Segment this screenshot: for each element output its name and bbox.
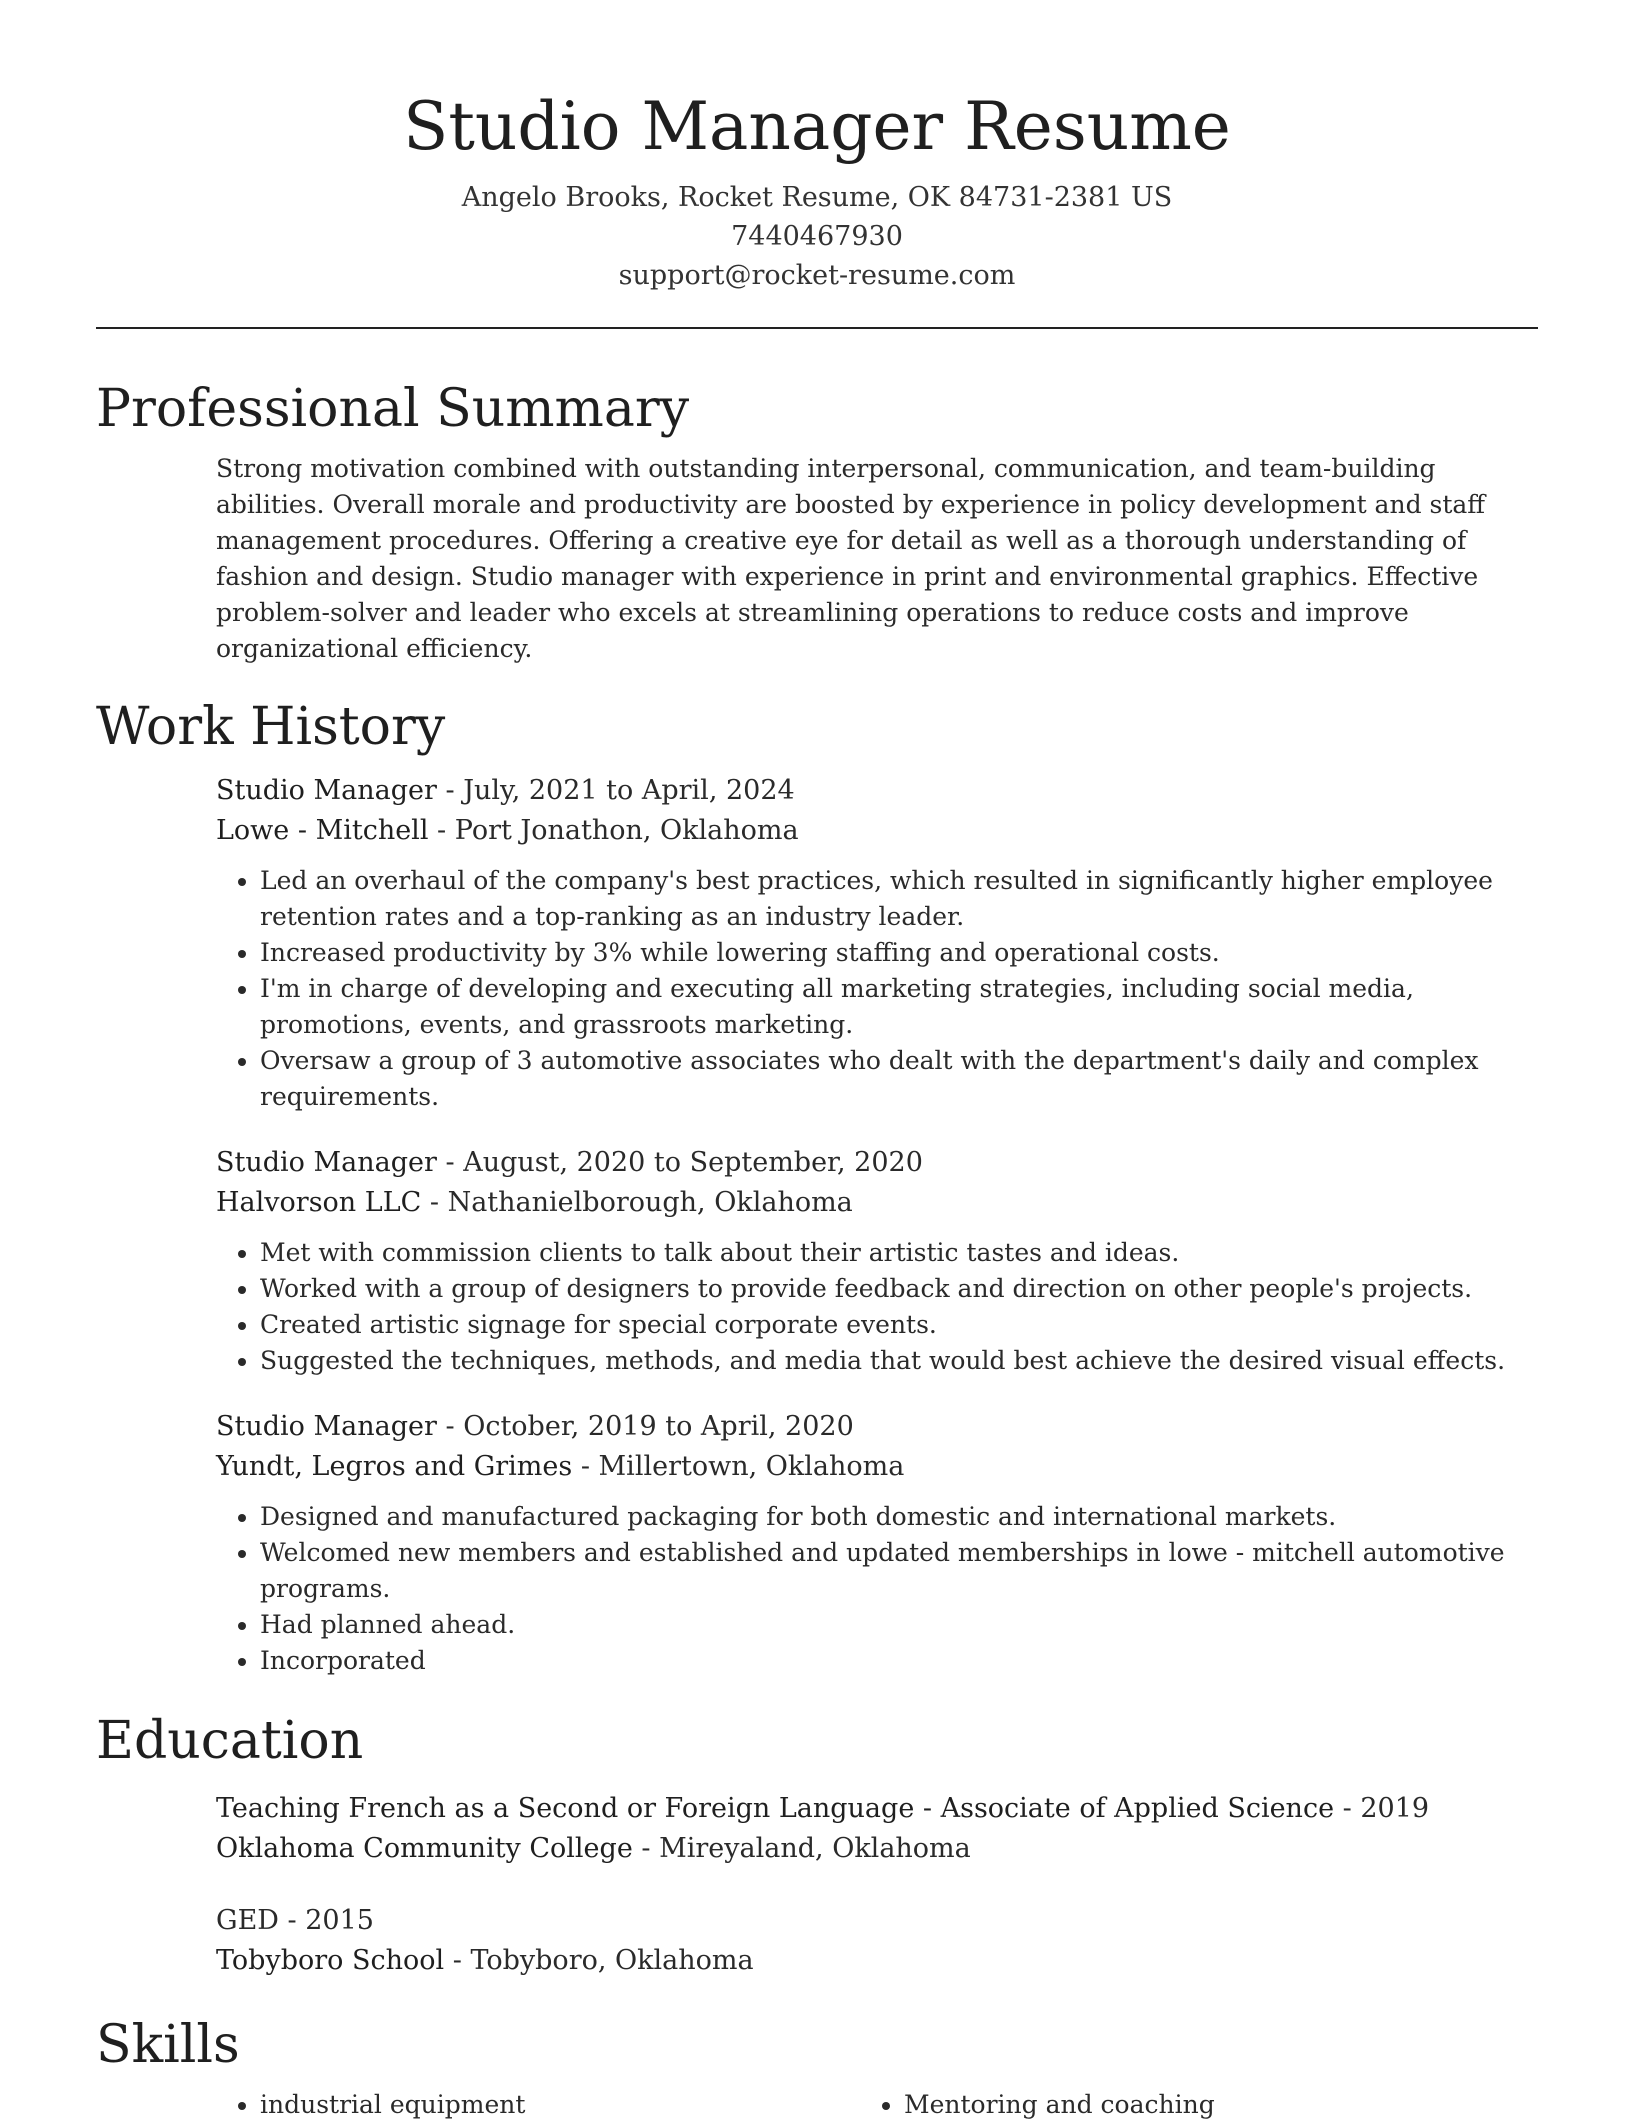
job-company-line [216,1447,1538,1487]
job-company: Lowe - Mitchell [216,815,429,846]
education-degree-line [216,1901,1538,1941]
job-bullets [216,1235,1538,1379]
skills-list [216,2087,1538,2123]
list-item: • Designed and manufactured packaging for both domestic and international markets. [260,1499,1538,1535]
education-location: - Tobyboro, Oklahoma [444,1945,754,1976]
contact-address: Angelo Brooks, Rocket Resume, OK 84731-2381 US [461,182,1173,213]
job-entry [216,1143,1538,1379]
education-list [216,1789,1538,1981]
education-school: Oklahoma Community College [216,1833,633,1864]
skills-column-left [216,2087,860,2123]
job-dates: - July, 2021 to April, 2024 [436,775,795,806]
education-location: - Mireyaland, Oklahoma [632,1833,971,1864]
resume-page [96,0,1538,2123]
job-entry [216,771,1538,1115]
list-item: • Had planned ahead. [260,1607,1538,1643]
header-divider [96,327,1538,329]
education-year: - 2019 [1334,1793,1430,1824]
education-heading: Education [96,1711,364,1771]
resume-header [96,0,1538,295]
work-history-heading: Work History [96,697,446,757]
list-item: • I'm in charge of developing and executing all marketing strategies, including social media, promotions, events, and grassroots marketing. [260,971,1538,1043]
list-item: • Welcomed new members and established and updated memberships in lowe - mitchell automotive programs. [260,1535,1538,1607]
job-entry [216,1407,1538,1679]
education-entry [216,1789,1538,1869]
skill-item: • Mentoring and coaching [904,2087,1504,2123]
job-title: Studio Manager [216,775,437,806]
job-company: Yundt, Legros and Grimes [216,1451,573,1482]
education-degree: Teaching French as a Second or Foreign Language - Associate of Applied Science [216,1793,1335,1824]
job-location: - Nathanielborough, Oklahoma [421,1187,853,1218]
job-title: Studio Manager [216,1147,437,1178]
skill-item: • industrial equipment [260,2087,860,2123]
education-school: Tobyboro School [216,1945,445,1976]
job-location: - Millertown, Oklahoma [572,1451,905,1482]
contact-email: support@rocket-resume.com [618,260,1016,291]
list-item: • Created artistic signage for special corporate events. [260,1307,1538,1343]
job-company-line [216,1183,1538,1223]
list-item: • Increased productivity by 3% while lowering staffing and operational costs. [260,935,1538,971]
job-dates: - August, 2020 to September, 2020 [436,1147,923,1178]
job-dates: - October, 2019 to April, 2020 [436,1411,854,1442]
list-item: • Met with commission clients to talk about their artistic tastes and ideas. [260,1235,1538,1271]
education-school-line [216,1941,1538,1981]
list-item: • Incorporated [260,1643,1538,1679]
summary-heading: Professional Summary [96,379,690,439]
education-degree: GED [216,1905,279,1936]
list-item: • Oversaw a group of 3 automotive associates who dealt with the department's daily and complex requirements. [260,1043,1538,1115]
job-title-line [216,1407,1538,1447]
job-company-line [216,811,1538,851]
job-location: - Port Jonathon, Oklahoma [428,815,799,846]
summary-text: Strong motivation combined with outstanding interpersonal, communication, and team-building abilities. Overall morale and productivity are boosted by experience in policy development and staff management procedures. Offering a creative eye for detail as well as a thorough understanding of fashion and design. Studio manager with experience in print and environmental graphics. Effective problem-solver and leader who excels at streamlining operations to reduce costs and improve organizational efficiency. [216,454,1486,663]
skills-heading: Skills [96,2015,240,2075]
list-item: • Worked with a group of designers to provide feedback and direction on other people's projects. [260,1271,1538,1307]
education-degree-line [216,1789,1538,1829]
job-title-line [216,1143,1538,1183]
job-title-line [216,771,1538,811]
job-company: Halvorson LLC [216,1187,422,1218]
skills-column-right [860,2087,1504,2123]
education-school-line [216,1829,1538,1869]
job-bullets [216,1499,1538,1679]
page-title: Studio Manager Resume [403,88,1231,165]
education-year: - 2015 [278,1905,374,1936]
job-bullets [216,863,1538,1115]
education-entry [216,1901,1538,1981]
list-item: • Led an overhaul of the company's best practices, which resulted in significantly higher employee retention rates and a top-ranking as an industry leader. [260,863,1538,935]
job-title: Studio Manager [216,1411,437,1442]
list-item: • Suggested the techniques, methods, and media that would best achieve the desired visual effects. [260,1343,1538,1379]
work-history-list [216,771,1538,1679]
contact-phone: 7440467930 [731,221,903,252]
